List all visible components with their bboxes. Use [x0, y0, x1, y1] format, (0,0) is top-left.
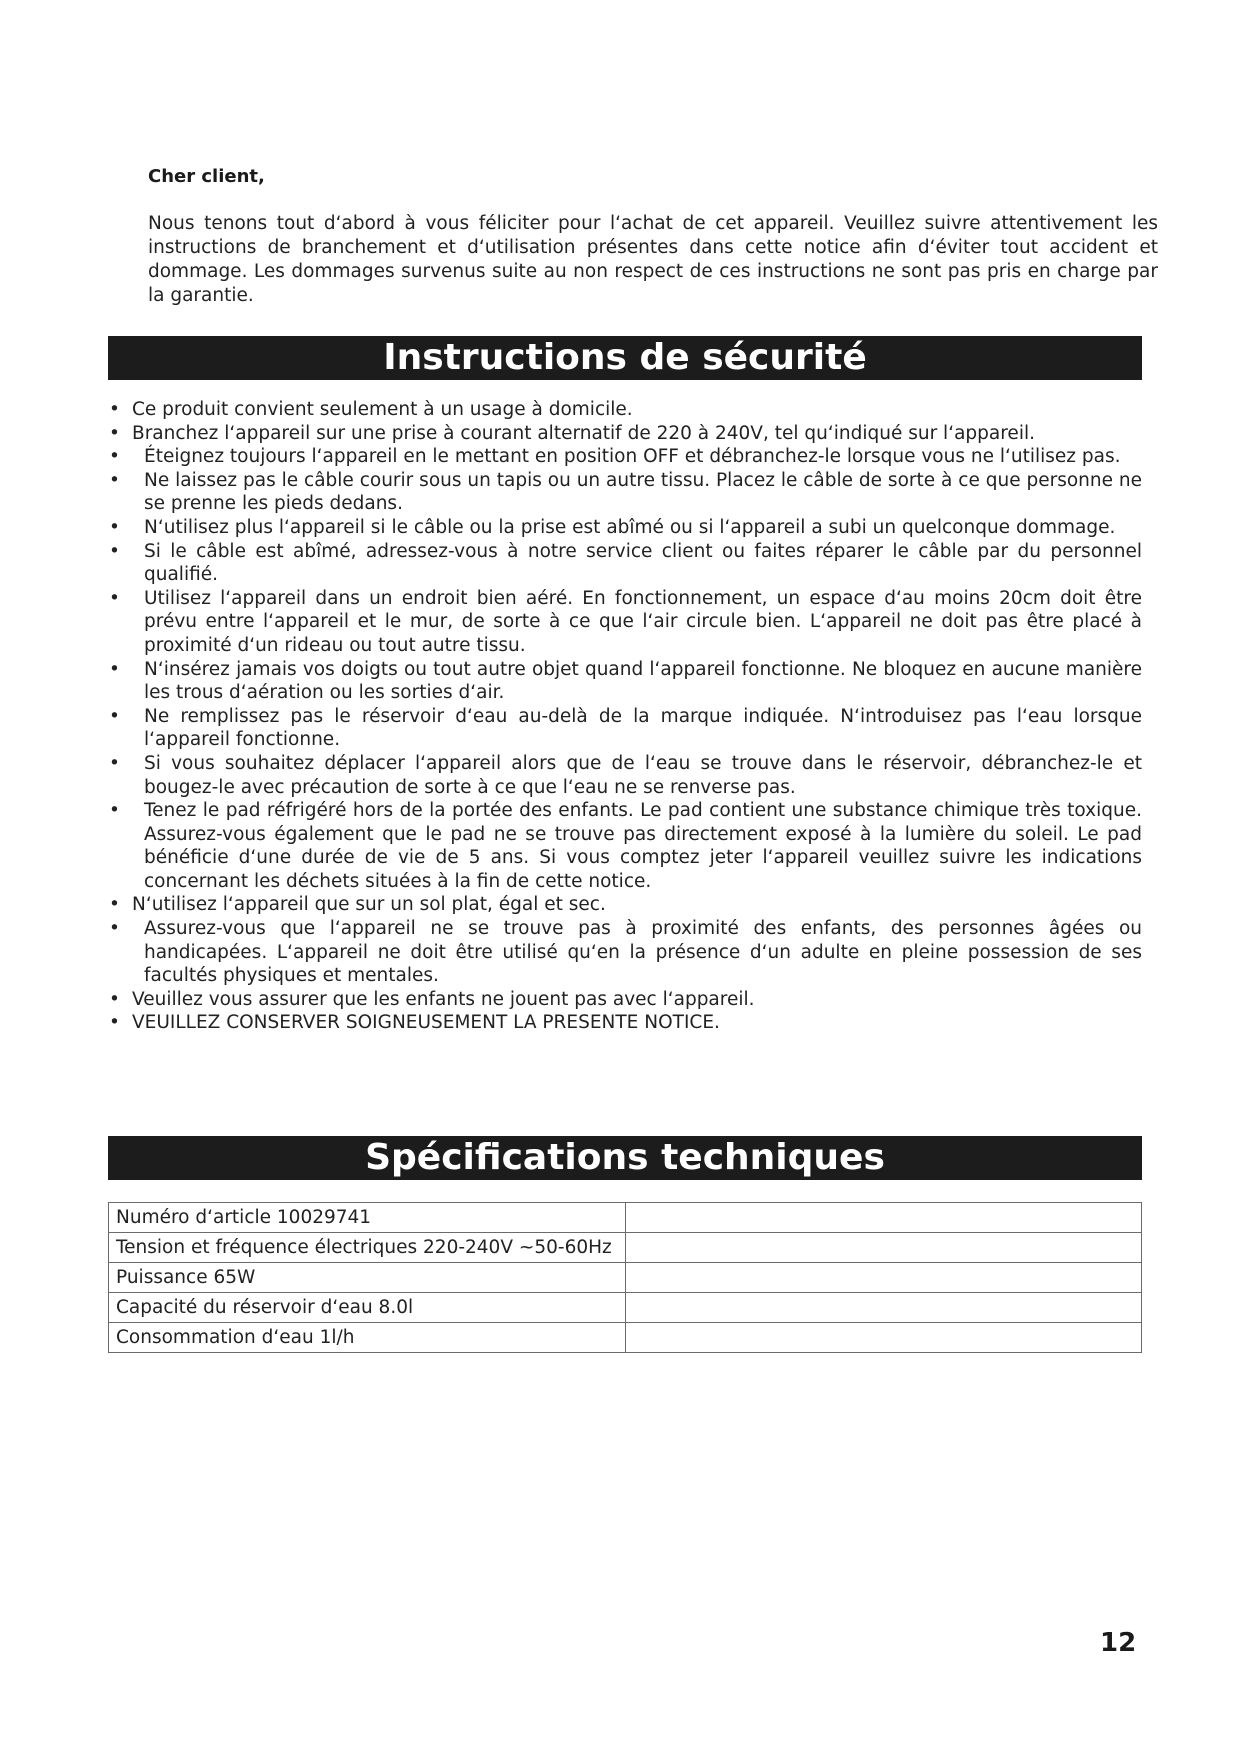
intro-paragraph: Nous tenons tout d‘abord à vous féliciter pour l‘achat de cet appareil. Veuillez suivre attentivement les instructions de branchement et d‘utilisation présentes dans cette notice afin d‘éviter tout accident et dommage. Les dommages survenus suite au non respect de ces instructions ne sont pas pris en charge par la garantie. [148, 213, 1158, 306]
table-row [109, 1293, 1142, 1323]
list-item: • N‘insérez jamais vos doigts ou tout autre objet quand l‘appareil fonctionne. Ne bloquez en aucune manière les trous d‘aération ou les sorties d‘air. [108, 658, 1142, 705]
list-item: • Éteignez toujours l‘appareil en le mettant en position OFF et débranchez-le lorsque vous ne l‘utilisez pas. [108, 445, 1142, 469]
list-item: • Assurez-vous que l‘appareil ne se trouve pas à proximité des enfants, des personnes âgées ou handicapées. L‘appareil ne doit être utilisé qu‘en la présence d‘un adulte en pleine possession de ses facultés physiques et mentales. [108, 917, 1142, 988]
list-item: • Ce produit convient seulement à un usage à domicile. [108, 398, 1142, 422]
spec-empty-cell [625, 1203, 1141, 1233]
list-item: • N‘utilisez l‘appareil que sur un sol plat, égal et sec. [108, 893, 1142, 917]
specs-section-title: Spécifications techniques [108, 1136, 1142, 1180]
spec-cell: Numéro d‘article 10029741 [109, 1203, 626, 1233]
safety-instructions-list [108, 398, 1142, 1035]
list-item: • Branchez l‘appareil sur une prise à courant alternatif de 220 à 240V, tel qu‘indiqué sur l‘appareil. [108, 422, 1142, 446]
list-item: • VEUILLEZ CONSERVER SOIGNEUSEMENT LA PRESENTE NOTICE. [108, 1011, 1142, 1035]
list-item: • Utilisez l‘appareil dans un endroit bien aéré. En fonctionnement, un espace d‘au moins 20cm doit être prévu entre l‘appareil et le mur, de sorte à ce que l‘air circule bien. L‘appareil ne doit pas être placé à proximité d‘un rideau ou tout autre tissu. [108, 587, 1142, 658]
spec-empty-cell [625, 1323, 1141, 1353]
list-item: • Veuillez vous assurer que les enfants ne jouent pas avec l‘appareil. [108, 988, 1142, 1012]
list-item: • Si le câble est abîmé, adressez-vous à notre service client ou faites réparer le câble par du personnel qualifié. [108, 540, 1142, 587]
specs-table [108, 1202, 1142, 1353]
table-row [109, 1263, 1142, 1293]
table-row [109, 1233, 1142, 1263]
spec-empty-cell [625, 1263, 1141, 1293]
spec-empty-cell [625, 1233, 1141, 1263]
safety-section-title: Instructions de sécurité [108, 336, 1142, 380]
spec-empty-cell [625, 1293, 1141, 1323]
greeting: Cher client, [148, 166, 265, 187]
list-item: • N‘utilisez plus l‘appareil si le câble ou la prise est abîmé ou si l‘appareil a subi un quelconque dommage. [108, 516, 1142, 540]
table-row [109, 1323, 1142, 1353]
spec-cell: Consommation d‘eau 1l/h [109, 1323, 626, 1353]
list-item: • Ne laissez pas le câble courir sous un tapis ou un autre tissu. Placez le câble de sorte à ce que personne ne se prenne les pieds dedans. [108, 469, 1142, 516]
spec-cell: Tension et fréquence électriques 220-240V ~50-60Hz [109, 1233, 626, 1263]
list-item: • Si vous souhaitez déplacer l‘appareil alors que de l‘eau se trouve dans le réservoir, débranchez-le et bougez-le avec précaution de sorte à ce que l‘eau ne se renverse pas. [108, 752, 1142, 799]
table-row [109, 1203, 1142, 1233]
spec-cell: Puissance 65W [109, 1263, 626, 1293]
spec-cell: Capacité du réservoir d‘eau 8.0l [109, 1293, 626, 1323]
page-number: 12 [1100, 1628, 1137, 1658]
list-item: • Tenez le pad réfrigéré hors de la portée des enfants. Le pad contient une substance chimique très toxique. Assurez-vous également que le pad ne se trouve pas directement exposé à la lumière du soleil. Le pad bénéficie d‘une durée de vie de 5 ans. Si vous comptez jeter l‘appareil veuillez suivre les indications concernant les déchets situées à la fin de cette notice. [108, 799, 1142, 893]
list-item: • Ne remplissez pas le réservoir d‘eau au-delà de la marque indiquée. N‘introduisez pas l‘eau lorsque l‘appareil fonctionne. [108, 705, 1142, 752]
